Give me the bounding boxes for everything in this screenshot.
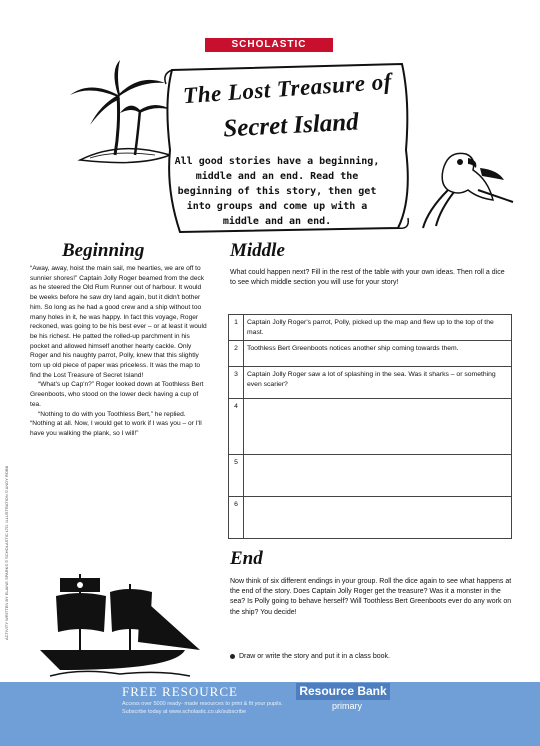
row-text: Captain Jolly Roger's parrot, Polly, picked up the map and flew up to the top of the mast. (244, 315, 512, 341)
table-row (229, 315, 512, 341)
row-text: Captain Jolly Roger saw a lot of splashing in the sea. Was it sharks – or something even scarier? (244, 367, 512, 399)
row-text[interactable] (244, 497, 512, 539)
footer-subscribe-link[interactable]: Subscribe today at www.scholastic.co.uk/subscribe (122, 709, 247, 715)
footer-line-1: Access over 5000 ready- made resources to print & fit your pupils. (122, 701, 283, 707)
publisher-logo: SCHOLASTIC (205, 38, 333, 52)
bullet-item (230, 653, 390, 660)
middle-instructions: What could happen next? Fill in the rest of the table with your own ideas. Then roll a dice to see which middle section you will use for your story! (230, 269, 505, 287)
bullet-icon (230, 654, 235, 659)
end-heading: End (230, 548, 263, 569)
end-instructions: Now think of six different endings in your group. Roll the dice again to see what happens at the end of the story. Does Captain Jolly Roger get the treasure? Was it a monster in the sea? Is Polly going to behave herself? Will Toothless Bert Greenboots ever do any work on the ship? You decide! (230, 578, 512, 616)
row-text[interactable] (244, 455, 512, 497)
title-line-2: Secret Island (222, 108, 360, 143)
row-number: 5 (229, 455, 244, 497)
row-number: 3 (229, 367, 244, 399)
free-resource-label: FREE RESOURCE (122, 684, 238, 699)
middle-heading: Middle (230, 240, 285, 261)
row-text: Toothless Bert Greenboots notices another ship coming towards them. (244, 341, 512, 367)
beginning-heading: Beginning (62, 240, 145, 261)
footer-bar (0, 682, 540, 746)
story-paragraph: “What's up Cap'n?” Roger looked down at Toothless Bert Greenboots, who stood on the lower deck having a cup of tea. (30, 381, 204, 408)
intro-text: All good stories have a beginning, middle and an end. Read the beginning of this story, then get into groups and come up with a middle and an end. (174, 156, 380, 227)
title-line-1: The Lost Treasure of (182, 68, 393, 109)
middle-options-table (228, 314, 512, 539)
side-copyright-note: ACTIVITY WRITTEN BY ELAINE SPARKS © SCHOLASTIC LTD. ILLUSTRATION © ANDY ROBB (4, 465, 9, 640)
row-number: 2 (229, 341, 244, 367)
story-paragraph: “Nothing to do with you Toothless Bert,” he replied. “Nothing at all. Now, I would get to work if I was you – or I'll have you walking the plank, so I will!” (30, 410, 202, 437)
beginning-story (30, 264, 208, 439)
table-row (229, 341, 512, 367)
row-number: 1 (229, 315, 244, 341)
row-number: 4 (229, 399, 244, 455)
bullet-text: Draw or write the story and put it in a class book. (239, 653, 390, 660)
story-paragraph: “Away, away, hoist the main sail, me hearties, we are off to sunnier shores!” Captain Jolly Roger beamed from the deck as he steered the Old Rum Runner out of harbour. It would be weeks before he saw dry land again, but it didn't bother him. So long as he had a good crew and a ship without too many holes in it, he was happy. In fact this voyage, Roger reckoned, was going to be his best ever – or at least it would be his richest. He patted the rolled-up parchment in his pocket and allowed himself another hearty cackle. Only Roger and his naughty parrot, Polly, knew that this slightly torn up old piece of paper was priceless. It was the map to find the Lost Treasure of Secret Island! (30, 265, 207, 379)
table-row[interactable] (229, 497, 512, 539)
pirate-ship-illustration (20, 570, 210, 678)
resource-bank-logo: Resource Bank (296, 683, 390, 700)
resource-bank-primary: primary (332, 701, 363, 711)
row-text[interactable] (244, 399, 512, 455)
table-row[interactable] (229, 455, 512, 497)
table-row (229, 367, 512, 399)
parrot-illustration (418, 140, 518, 230)
row-number: 6 (229, 497, 244, 539)
table-row[interactable] (229, 399, 512, 455)
